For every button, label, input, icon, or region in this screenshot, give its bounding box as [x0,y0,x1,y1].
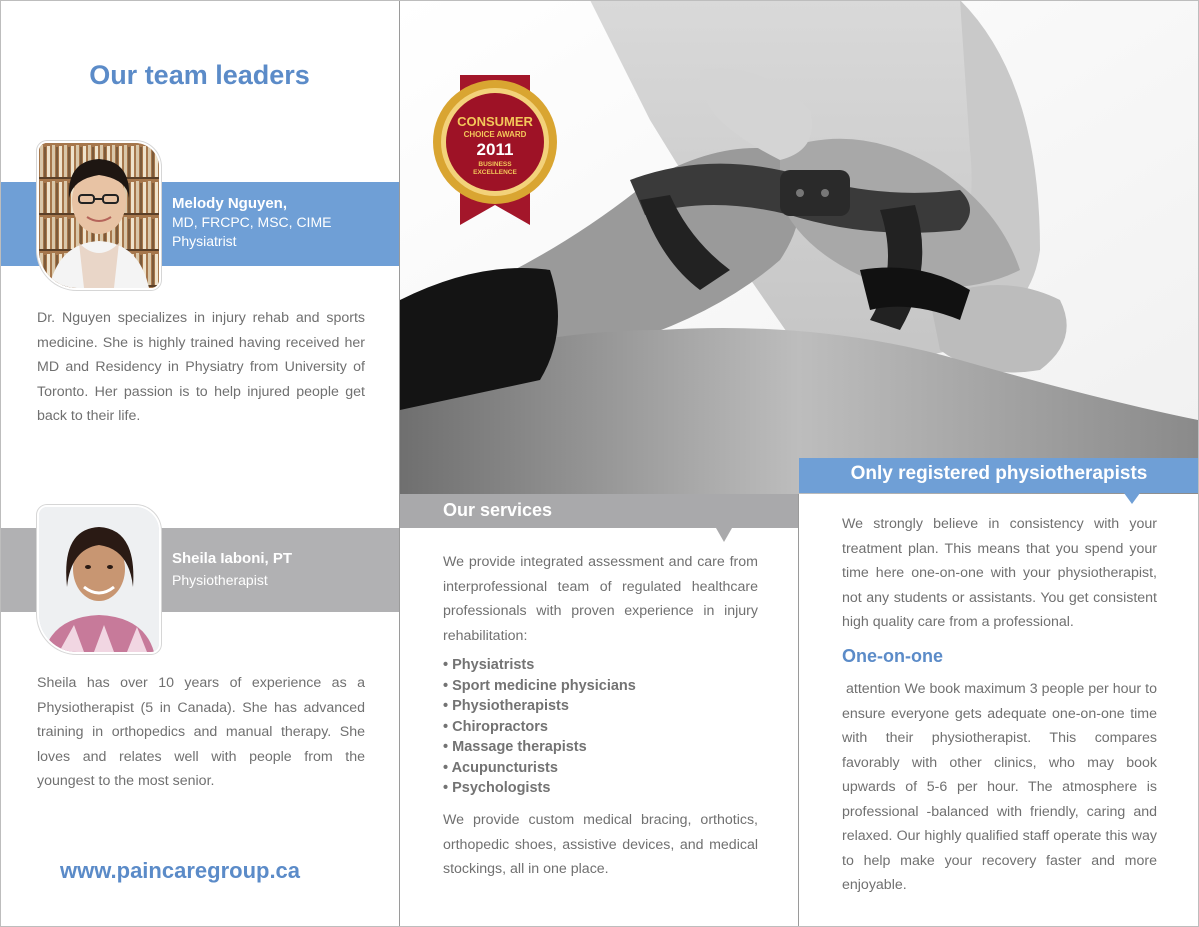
leader1-photo [37,141,161,290]
list-item: • Chiropractors [443,717,636,738]
list-item: • Acupuncturists [443,758,636,779]
leader1-name: Melody Nguyen, [172,195,288,212]
list-item: • Massage therapists [443,737,636,758]
registered-para2: attention We book maximum 3 people per hour to ensure everyone gets adequate one-on-one time with their physiotherapist. This compares favorably with other clinics, who may book upwards of 5-6 per hour. The atmosphere is professional -balanced with friendly, caring and relaxed. Our highly qualified staff operate this way to help make your recovery faster and more enjoyable. [842,681,1161,893]
services-pointer [716,528,732,542]
registered-para1: We strongly believe in consistency with your treatment plan. This means that you spend your time here one-on-one with your physiotherapist, not any students or assistants. You get consistent high quality care from a professional. [842,516,1157,630]
award-line3: BUSINESS [478,161,512,168]
registered-panel [799,0,1199,927]
leader1-role: Physiatrist [172,233,237,249]
services-intro: We provide integrated assessment and care from interprofessional team of regulated healthcare professionals with proven experience in injury rehabilitation: [443,554,758,644]
list-item: • Physiotherapists [443,696,636,717]
one-on-one-title: One-on-one [842,646,943,666]
list-item: • Physiatrists [443,655,636,676]
leader1-credentials: MD, FRCPC, MSC, CIME [172,214,332,230]
award-line1: CONSUMER [457,114,533,129]
leader2-bio: Sheila has over 10 years of experience as a Physiotherapist (5 in Canada). She has advanced training in orthopedics and manual therapy. She loves and relates well with people from the youngest to the most senior. [37,675,365,789]
leader2-photo [37,505,161,654]
registered-pointer [1124,493,1140,504]
registered-title: Only registered physiotherapists [850,463,1148,484]
award-line4: EXCELLENCE [473,169,517,176]
services-title: Our services [443,500,553,520]
award-line2: CHOICE AWARD [463,130,527,139]
website-link[interactable]: www.paincaregroup.ca [60,858,301,883]
services-panel [400,0,798,927]
leader2-name: Sheila Iaboni, PT [172,550,293,567]
services-list [443,655,636,799]
list-item: • Psychologists [443,778,636,799]
team-leaders-panel [0,0,399,927]
award-year: 2011 [476,140,514,159]
leader2-role: Physiotherapist [172,572,268,588]
list-item: • Sport medicine physicians [443,676,636,697]
team-leaders-title: Our team leaders [89,60,310,90]
leader1-bio: Dr. Nguyen specializes in injury rehab and sports medicine. She is highly trained having received her MD and Residency in Physiatry from University of Toronto. Her passion is to help injured people get back to their life. [37,310,365,424]
services-outro: We provide custom medical bracing, orthotics, orthopedic shoes, assistive devices, and medical stockings, all in one place. [443,812,758,877]
